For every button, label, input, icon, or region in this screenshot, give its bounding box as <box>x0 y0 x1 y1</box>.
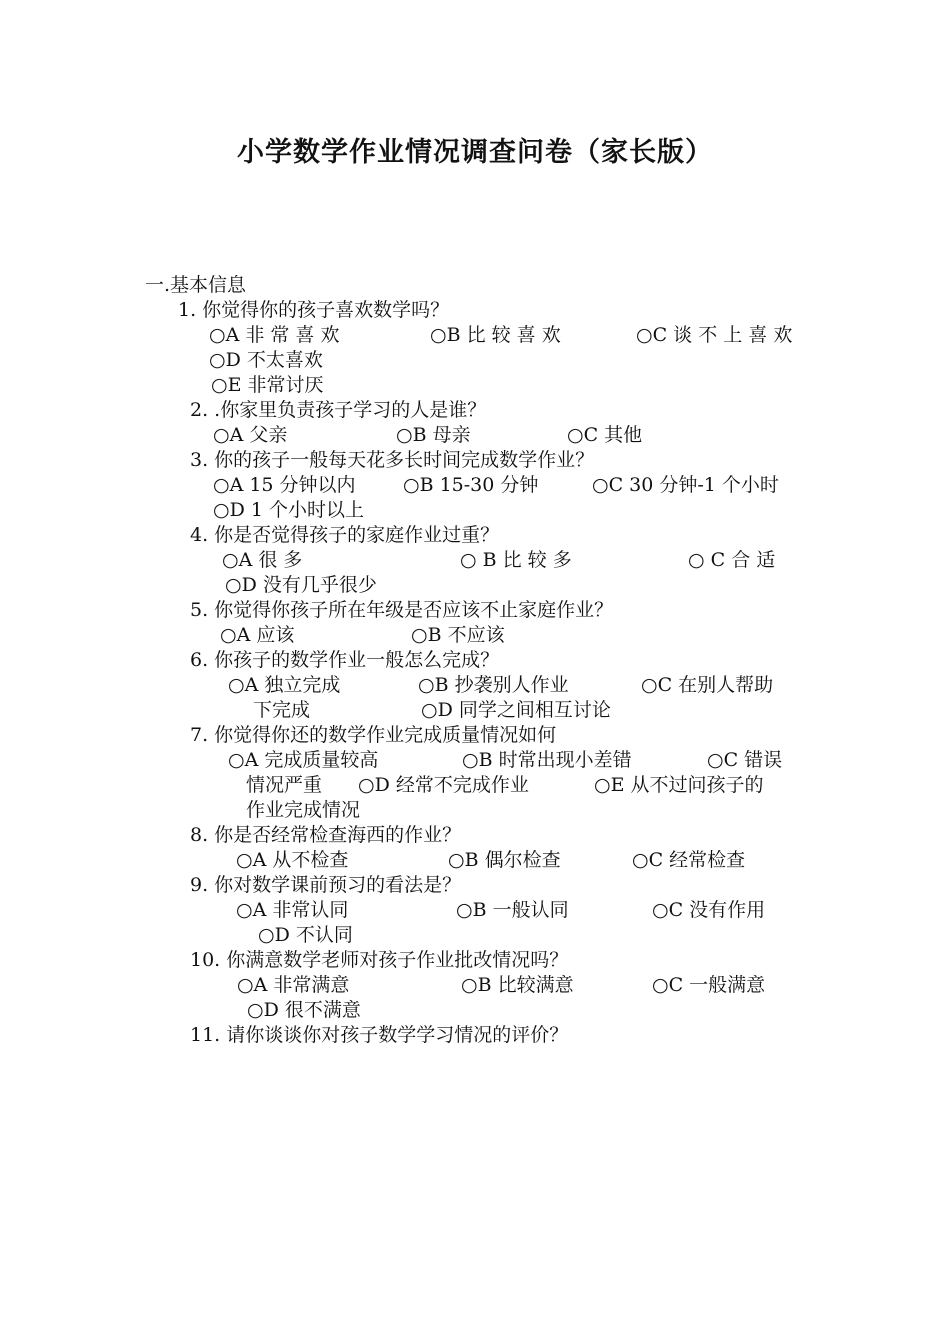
q5-option-a[interactable]: ○A 应该 <box>220 624 295 646</box>
q1-option-c[interactable]: ○C 谈 不 上 喜 欢 <box>636 324 793 346</box>
question-7-options-row-1 <box>0 748 950 773</box>
question-9-options <box>0 898 950 923</box>
q8-option-b[interactable]: ○B 偶尔检查 <box>448 849 561 871</box>
q10-option-b[interactable]: ○B 比较满意 <box>461 974 574 996</box>
q3-option-b[interactable]: ○B 15-30 分钟 <box>403 474 539 496</box>
q9-option-c[interactable]: ○C 没有作用 <box>652 899 766 921</box>
q1-option-e[interactable]: ○E 非常讨厌 <box>211 374 324 396</box>
question-4: 4. 你是否觉得孩子的家庭作业过重？ <box>190 524 500 546</box>
q4-option-c[interactable]: ○ C 合 适 <box>688 549 776 571</box>
question-9: 9. 你对数学课前预习的看法是？ <box>190 874 462 896</box>
question-7: 7. 你觉得你还的数学作业完成质量情况如何 <box>190 724 557 746</box>
q10-option-c[interactable]: ○C 一般满意 <box>652 974 766 996</box>
q5-option-b[interactable]: ○B 不应该 <box>411 624 505 646</box>
q6-option-a[interactable]: ○A 独立完成 <box>228 674 341 696</box>
q4-option-b[interactable]: ○ B 比 较 多 <box>460 549 572 571</box>
q10-option-a[interactable]: ○A 非常满意 <box>237 974 350 996</box>
q3-option-c[interactable]: ○C 30 分钟-1 个小时 <box>592 474 779 496</box>
question-6: 6. 你孩子的数学作业一般怎么完成？ <box>190 649 500 671</box>
q7-option-b[interactable]: ○B 时常出现小差错 <box>462 749 632 771</box>
q3-option-d[interactable]: ○D 1 个小时以上 <box>213 499 364 521</box>
q4-option-a[interactable]: ○A 很 多 <box>222 549 303 571</box>
question-10-options <box>0 973 950 998</box>
q8-option-a[interactable]: ○A 从不检查 <box>236 849 349 871</box>
q8-option-c[interactable]: ○C 经常检查 <box>632 849 746 871</box>
question-6-options-row-1 <box>0 673 950 698</box>
q7-option-c-continued: 情况严重 <box>246 774 323 796</box>
q9-option-a[interactable]: ○A 非常认同 <box>236 899 349 921</box>
document-title: 小学数学作业情况调查问卷（家长版） <box>237 137 713 168</box>
question-8-options <box>0 848 950 873</box>
section-heading: 一.基本信息 <box>145 274 247 296</box>
q6-option-c[interactable]: ○C 在别人帮助 <box>641 674 774 696</box>
q6-option-d[interactable]: ○D 同学之间相互讨论 <box>421 699 611 721</box>
question-5: 5. 你觉得你孩子所在年级是否应该不止家庭作业？ <box>190 599 614 621</box>
q2-option-a[interactable]: ○A 父亲 <box>213 424 288 446</box>
question-8: 8. 你是否经常检查海西的作业？ <box>190 824 462 846</box>
question-6-options-row-2 <box>0 698 950 723</box>
q7-option-e[interactable]: ○E 从不过问孩子的 <box>594 774 764 796</box>
question-1: 1. 你觉得你的孩子喜欢数学吗？ <box>178 299 450 321</box>
q2-option-c[interactable]: ○C 其他 <box>567 424 643 446</box>
q6-option-b[interactable]: ○B 抄袭别人作业 <box>418 674 569 696</box>
q1-option-d[interactable]: ○D 不太喜欢 <box>209 349 323 371</box>
q7-option-a[interactable]: ○A 完成质量较高 <box>228 749 379 771</box>
question-2-options <box>0 423 950 448</box>
q3-option-a[interactable]: ○A 15 分钟以内 <box>213 474 356 496</box>
question-11: 11. 请你谈谈你对孩子数学学习情况的评价？ <box>190 1024 569 1046</box>
question-4-options <box>0 548 950 573</box>
question-7-options-row-2 <box>0 773 950 798</box>
question-5-options <box>0 623 950 648</box>
q7-option-e-continued: 作业完成情况 <box>246 799 361 821</box>
q6-option-c-continued: 下完成 <box>253 699 311 721</box>
q4-option-d[interactable]: ○D 没有几乎很少 <box>225 574 377 596</box>
question-1-options-row-1 <box>0 323 950 348</box>
question-10: 10. 你满意数学老师对孩子作业批改情况吗？ <box>190 949 569 971</box>
q9-option-d[interactable]: ○D 不认同 <box>258 924 353 946</box>
question-3: 3. 你的孩子一般每天花多长时间完成数学作业？ <box>190 449 595 471</box>
q10-option-d[interactable]: ○D 很不满意 <box>247 999 361 1021</box>
q7-option-c[interactable]: ○C 错误 <box>707 749 783 771</box>
q1-option-b[interactable]: ○B 比 较 喜 欢 <box>430 324 561 346</box>
q9-option-b[interactable]: ○B 一般认同 <box>456 899 569 921</box>
q7-option-d[interactable]: ○D 经常不完成作业 <box>358 774 529 796</box>
q1-option-a[interactable]: ○A 非 常 喜 欢 <box>209 324 340 346</box>
question-2: 2. .你家里负责孩子学习的人是谁？ <box>190 399 487 421</box>
question-3-options <box>0 473 950 498</box>
q2-option-b[interactable]: ○B 母亲 <box>396 424 471 446</box>
